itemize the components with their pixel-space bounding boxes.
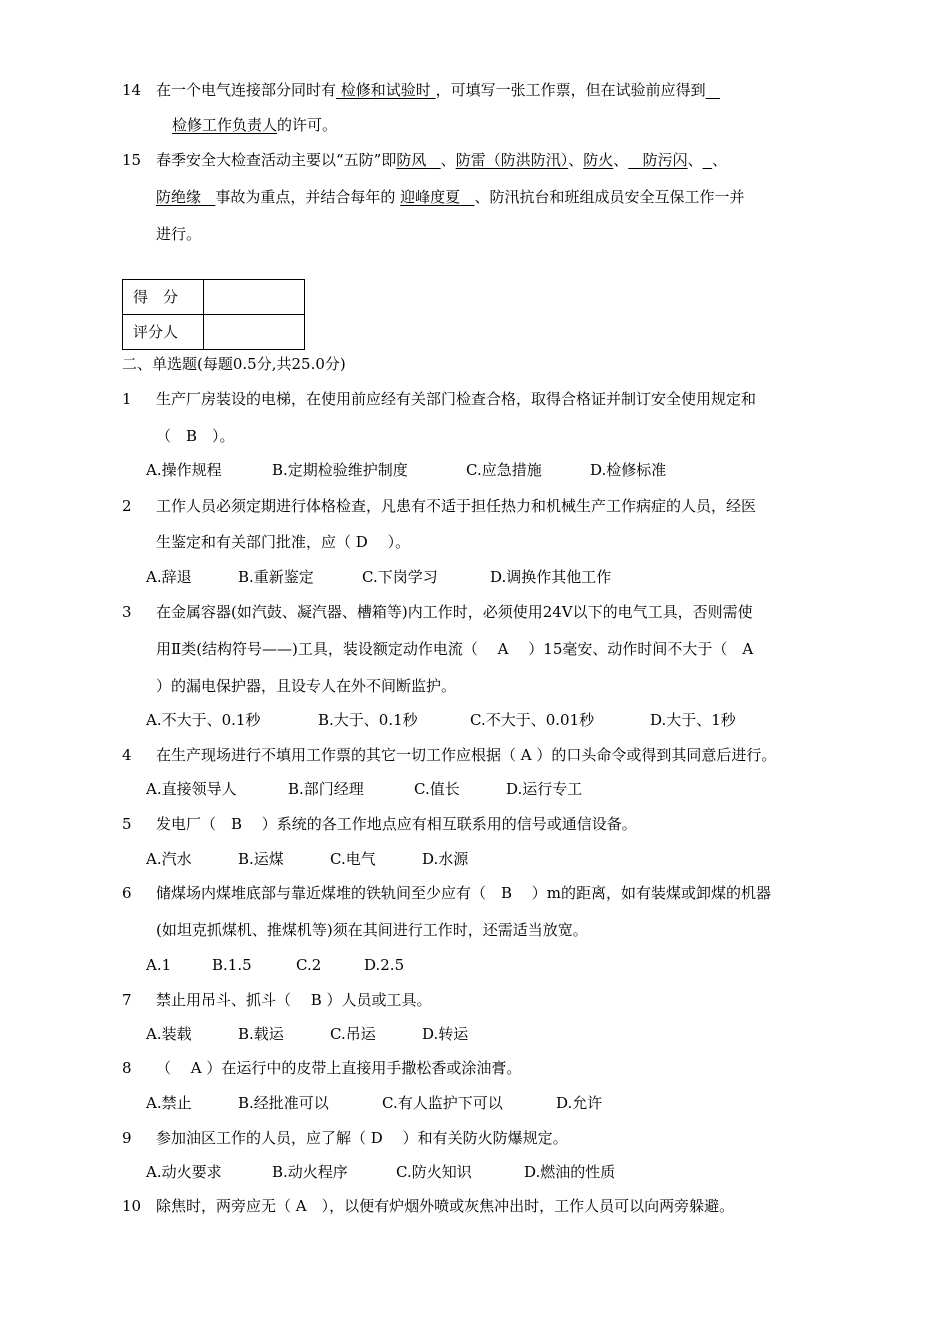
option-b: B.运煤: [238, 850, 284, 868]
question-number: 7: [122, 991, 132, 1009]
option-c: C.防火知识: [396, 1163, 472, 1181]
option-d: D.转运: [422, 1025, 469, 1043]
question-8: [122, 1058, 521, 1078]
answer-blank: 迎峰度夏: [400, 188, 461, 206]
question-text: ，可填写一张工作票，但在试验前应得到: [435, 81, 706, 99]
separator: 、: [440, 151, 456, 169]
question-text: 、防汛抗台和班组成员安全互保工作一并: [474, 188, 745, 206]
option-b: B.重新鉴定: [238, 568, 314, 586]
option-c: C.电气: [330, 850, 376, 868]
question-number: 4: [122, 746, 132, 764]
question-text: 参加油区工作的人员，应了解（ D ）和有关防火防爆规定。: [156, 1129, 568, 1147]
option-b: B.1.5: [212, 956, 252, 974]
question-number: 6: [122, 884, 132, 902]
question-text: 在生产现场进行不填用工作票的其它一切工作应根据（ A ）的口头命令或得到其同意后进行。: [156, 746, 777, 764]
question-text: 春季安全大检查活动主要以“五防”即: [156, 151, 397, 169]
question-text: 生产厂房装设的电梯，在使用前应经有关部门检查合格，取得合格证并制订安全使用规定和: [156, 390, 757, 408]
answer-blank: 检修工作负责人: [172, 116, 278, 134]
question-1: [122, 389, 756, 409]
question-5: [122, 814, 637, 834]
option-c: C.吊运: [330, 1025, 376, 1043]
question-6: [122, 883, 771, 903]
question-text: 的许可。: [277, 116, 338, 134]
fill-question-15-cont: [156, 187, 744, 207]
answer-blank: 防绝缘: [156, 188, 202, 206]
option-a: A.汽水: [146, 850, 192, 868]
fill-question-14: [122, 80, 720, 100]
question-3-continued: 用Ⅱ类(结构符号——)工具，装设额定动作电流（ A ）15毫安、动作时间不大于（ A: [156, 640, 754, 658]
question-2-continued: 生鉴定和有关部门批准，应（ D ）。: [156, 533, 411, 551]
question-number: 8: [122, 1059, 132, 1077]
section-title: 二、单选题(每题0.5分,共25.0分): [122, 355, 346, 373]
option-a: A.装载: [146, 1025, 192, 1043]
option-d: D.大于、1秒: [650, 711, 736, 729]
fill-question-15: 15 春季安全大检查活动主要以“五防”即防风 、防雷（防洪防汛）、防火、 防污闪、 、: [122, 151, 728, 169]
separator: 、: [687, 151, 703, 169]
question-10: [122, 1196, 734, 1216]
separator: 、: [568, 151, 584, 169]
option-a: A.1: [146, 956, 172, 974]
question-number: 1: [122, 390, 132, 408]
question-2: [122, 496, 756, 516]
question-text: 除焦时，两旁应无（ A ），以便有炉烟外喷或灰焦冲出时，工作人员可以向两旁躲避。: [156, 1197, 735, 1215]
option-b: B.经批准可以: [238, 1094, 329, 1112]
question-text: 工作人员必须定期进行体格检查，凡患有不适于担任热力和机械生产工作病症的人员，经医: [156, 497, 757, 515]
question-4: [122, 745, 776, 765]
score-box: [122, 279, 305, 350]
score-label: 得 分: [123, 280, 204, 315]
option-c: C.2: [296, 956, 322, 974]
option-a: A.动火要求: [146, 1163, 222, 1181]
answer-blank: 防污闪: [642, 151, 688, 169]
grader-value: [204, 315, 305, 350]
question-text: 储煤场内煤堆底部与靠近煤堆的铁轨间至少应有（ B ）m的距离，如有装煤或卸煤的机器: [156, 884, 772, 902]
question-7: [122, 990, 432, 1010]
fill-question-14-cont: [172, 115, 337, 135]
question-number: 10: [122, 1197, 142, 1215]
answer-blank: 检修和试验时: [340, 81, 431, 99]
option-a: A.直接领导人: [146, 780, 237, 798]
question-text: 发电厂（ B ）系统的各工作地点应有相互联系用的信号或通信设备。: [156, 815, 637, 833]
option-d: D.2.5: [364, 956, 405, 974]
question-text: 进行。: [156, 225, 202, 243]
option-a: A.辞退: [146, 568, 192, 586]
question-text: 事故为重点，并结合每年的: [215, 188, 396, 206]
option-d: D.检修标准: [590, 461, 667, 479]
question-number: 5: [122, 815, 132, 833]
option-d: D.运行专工: [506, 780, 583, 798]
answer-blank: 防雷（防洪防汛）: [455, 151, 569, 169]
option-c: C.应急措施: [466, 461, 542, 479]
question-3-continued: ）的漏电保护器，且设专人在外不间断监护。: [156, 677, 457, 695]
question-text: 在一个电气连接部分同时有: [156, 81, 337, 99]
option-b: B.部门经理: [288, 780, 364, 798]
answer-blank: 防火: [583, 151, 614, 169]
question-text: （ A ）在运行中的皮带上直接用手撒松香或涂油膏。: [156, 1059, 522, 1077]
answer-blank: 防风: [396, 151, 427, 169]
option-a: A.操作规程: [146, 461, 222, 479]
separator: 、: [613, 151, 629, 169]
option-b: B.动火程序: [272, 1163, 348, 1181]
question-9: [122, 1128, 568, 1148]
question-text: 禁止用吊斗、抓斗（ B ）人员或工具。: [156, 991, 432, 1009]
question-number: 9: [122, 1129, 132, 1147]
option-d: D.燃油的性质: [524, 1163, 616, 1181]
question-text: 在金属容器(如汽鼓、凝汽器、槽箱等)内工作时，必须使用24V以下的电气工具，否则需使: [156, 603, 753, 621]
option-a: A.禁止: [146, 1094, 192, 1112]
option-c: C.有人监护下可以: [382, 1094, 503, 1112]
score-value: [204, 280, 305, 315]
question-1-continued: （ B ）。: [156, 427, 235, 445]
option-c: C.不大于、0.01秒: [470, 711, 595, 729]
option-b: B.定期检验维护制度: [272, 461, 408, 479]
question-3: [122, 602, 753, 622]
option-d: D.水源: [422, 850, 469, 868]
option-d: D.调换作其他工作: [490, 568, 612, 586]
question-6-continued: (如坦克抓煤机、推煤机等)须在其间进行工作时，还需适当放宽。: [156, 921, 588, 939]
question-number: 2: [122, 497, 132, 515]
option-b: B.载运: [238, 1025, 284, 1043]
option-b: B.大于、0.1秒: [318, 711, 418, 729]
question-number: 14: [122, 81, 142, 99]
question-number: 3: [122, 603, 132, 621]
option-d: D.允许: [556, 1094, 603, 1112]
fill-question-15-cont2: [156, 224, 201, 244]
answer-blank: [706, 81, 720, 99]
option-c: C.值长: [414, 780, 460, 798]
grader-label: 评分人: [123, 315, 204, 350]
question-number: 15: [122, 151, 142, 169]
answer-blank: [703, 151, 713, 169]
option-c: C.下岗学习: [362, 568, 438, 586]
option-a: A.不大于、0.1秒: [146, 711, 261, 729]
